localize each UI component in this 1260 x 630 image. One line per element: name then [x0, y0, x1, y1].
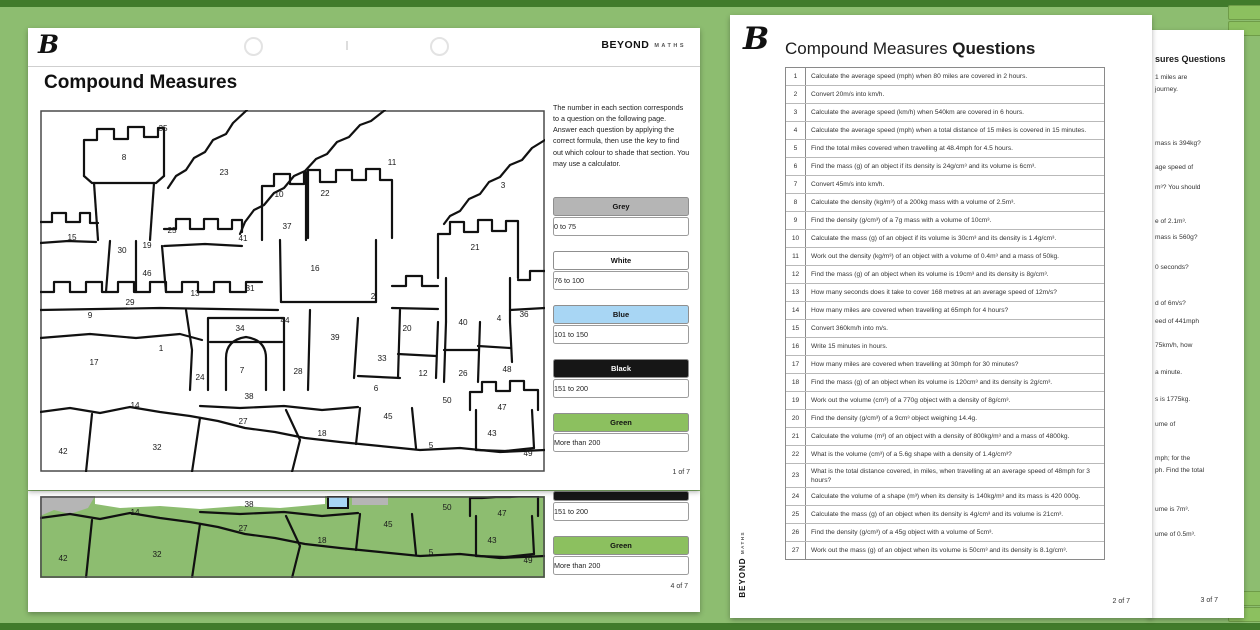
- question-text: Convert 45m/s into km/h.: [811, 180, 885, 188]
- region-number: 4: [496, 314, 502, 323]
- region-number: 11: [387, 158, 397, 167]
- region-number: 34: [235, 324, 245, 333]
- region-number: 44: [280, 316, 290, 325]
- divider-tick: [346, 41, 348, 50]
- question-text-fragment: a minute.: [1155, 369, 1183, 376]
- region-number: 14: [130, 401, 140, 410]
- page-number: 1 of 7: [672, 469, 690, 476]
- question-number: 25: [786, 506, 806, 523]
- key-range: 151 to 200: [553, 502, 689, 521]
- region-number: 47: [497, 509, 507, 518]
- region-number: 27: [238, 524, 248, 533]
- vertical-brand-wordmark: [738, 531, 747, 598]
- question-text: Find the density (g/cm³) of a 45g object with a volume of 5cm³.: [811, 529, 994, 537]
- question-number: 16: [786, 338, 806, 355]
- question-number: 10: [786, 230, 806, 247]
- key-item: [553, 413, 691, 452]
- key-colour-label: Black: [553, 359, 689, 378]
- question-number: 22: [786, 446, 806, 463]
- key-item: [553, 251, 691, 290]
- questions-table: [785, 67, 1105, 560]
- question-row: [786, 374, 1104, 392]
- question-number: 11: [786, 248, 806, 265]
- question-text-fragment: journey.: [1155, 86, 1178, 93]
- question-text: What is the total distance covered, in miles, when travelling at an average speed of 48mph for 3 hours?: [811, 467, 1090, 484]
- question-text: Convert 360km/h into m/s.: [811, 324, 888, 332]
- question-text: Convert 20m/s into km/h.: [811, 90, 885, 98]
- question-number: 15: [786, 320, 806, 337]
- key-item: [553, 197, 691, 236]
- question-text-fragment: eed of 441mph: [1155, 318, 1199, 325]
- brand-sub: MATHS: [740, 531, 745, 555]
- region-number: 32: [152, 550, 162, 559]
- region-number: 38: [244, 500, 254, 509]
- title-main: Compound Measures: [785, 39, 953, 58]
- question-number: 21: [786, 428, 806, 445]
- question-text-fragment: s is 1775kg.: [1155, 396, 1191, 403]
- region-number: 18: [317, 536, 327, 545]
- question-number: 12: [786, 266, 806, 283]
- question-text-fragment: ume is 7m³.: [1155, 506, 1190, 513]
- question-text: Find the mass (g) of an object if its density is 24g/cm³ and its volume is 6cm³.: [811, 162, 1037, 170]
- question-row: [786, 338, 1104, 356]
- page-title: Compound Measures: [44, 72, 238, 93]
- question-number: 6: [786, 158, 806, 175]
- region-number: 13: [190, 289, 200, 298]
- question-row: [786, 266, 1104, 284]
- question-row: [786, 464, 1104, 488]
- worksheet-page-1: [28, 28, 700, 490]
- question-text: How many seconds does it take to cover 168 metres at an average speed of 12m/s?: [811, 288, 1057, 296]
- region-number: 21: [470, 243, 480, 252]
- region-number: 39: [330, 333, 340, 342]
- worksheet-page-4: [28, 491, 700, 612]
- worksheet-page-2: [730, 15, 1152, 618]
- question-number: 18: [786, 374, 806, 391]
- brand-name: BEYOND: [601, 39, 650, 51]
- question-text: Find the density (g/cm³) of a 9cm³ object weighing 14.4g.: [811, 414, 978, 422]
- region-number: 18: [317, 429, 327, 438]
- region-number: 7: [239, 366, 245, 375]
- question-text-fragment: mass is 560g?: [1155, 234, 1198, 241]
- question-text: Calculate the volume (m³) of an object with a density of 800kg/m³ and a mass of 4800kg.: [811, 432, 1070, 440]
- region-number: 30: [117, 246, 127, 255]
- region-number: 29: [125, 298, 135, 307]
- question-row: [786, 488, 1104, 506]
- region-number: 22: [320, 189, 330, 198]
- key-item: [553, 491, 691, 521]
- region-number: 36: [519, 310, 529, 319]
- region-number: 8: [121, 153, 127, 162]
- page-title: [785, 39, 1035, 59]
- title-accent: Questions: [952, 39, 1036, 58]
- key-item: [553, 536, 691, 575]
- region-number: 41: [238, 234, 248, 243]
- question-number: 3: [786, 104, 806, 121]
- key-colour-label: Blue: [553, 305, 689, 324]
- question-row: [786, 86, 1104, 104]
- question-row: [786, 104, 1104, 122]
- region-number: 45: [383, 520, 393, 529]
- question-number: 2: [786, 86, 806, 103]
- question-text-fragment: mass is 394kg?: [1155, 140, 1201, 147]
- region-number: 42: [58, 447, 68, 456]
- key-colour-label: White: [553, 251, 689, 270]
- region-number: 42: [58, 554, 68, 563]
- colour-key-legend: [553, 197, 691, 452]
- coloured-castle-strip: [40, 496, 545, 578]
- question-row: [786, 122, 1104, 140]
- question-number: 14: [786, 302, 806, 319]
- question-row: [786, 320, 1104, 338]
- question-row: [786, 392, 1104, 410]
- key-item: [553, 359, 691, 398]
- bottom-green-bar: [0, 623, 1260, 630]
- question-text-fragment: mph; for the: [1155, 455, 1191, 462]
- page-title-fragment: sures Questions: [1155, 54, 1226, 64]
- question-text-fragment: age speed of: [1155, 164, 1194, 171]
- region-number: 43: [487, 429, 497, 438]
- question-row: [786, 248, 1104, 266]
- question-number: 19: [786, 392, 806, 409]
- behind-key-legend: [553, 491, 691, 590]
- question-text: Calculate the average speed (km/h) when 540km are covered in 6 hours.: [811, 108, 1024, 116]
- question-text-fragment: 0 seconds?: [1155, 264, 1189, 271]
- question-row: [786, 524, 1104, 542]
- page-number: 2 of 7: [1112, 598, 1130, 605]
- region-number: 45: [383, 412, 393, 421]
- question-row: [786, 212, 1104, 230]
- key-colour-label: Green: [553, 536, 689, 555]
- question-text: Find the total miles covered when travelling at 48.4mph for 4.5 hours.: [811, 144, 1013, 152]
- question-text: How many miles are covered when travelling at 30mph for 30 minutes?: [811, 360, 1019, 368]
- region-number: 5: [428, 441, 434, 450]
- page-edge-key-box: [1228, 5, 1260, 20]
- region-number: 20: [402, 324, 412, 333]
- question-row: [786, 284, 1104, 302]
- region-number: 33: [377, 354, 387, 363]
- worksheet-page-3: [1148, 30, 1244, 618]
- region-number: 49: [523, 556, 533, 565]
- question-number: 8: [786, 194, 806, 211]
- region-number: 1: [158, 344, 164, 353]
- question-text: What is the volume (cm³) of a 5.6g shape with a density of 1.4g/cm³?: [811, 450, 1012, 458]
- question-text-fragment: m³? You should: [1155, 184, 1201, 191]
- question-text: Find the density (g/cm³) of a 7g mass with a volume of 10cm³.: [811, 216, 992, 224]
- region-number: 38: [244, 392, 254, 401]
- right-column: [553, 102, 691, 467]
- region-number: 24: [195, 373, 205, 382]
- question-row: [786, 158, 1104, 176]
- region-number: 48: [502, 365, 512, 374]
- page-number: 4 of 7: [670, 583, 688, 590]
- key-colour-label: Green: [553, 413, 689, 432]
- question-text: Calculate the mass (g) of an object when its density is 4g/cm³ and its volume is 21cm³.: [811, 511, 1064, 519]
- question-text: Find the mass (g) of an object when its volume is 19cm³ and its density is 8g/cm³.: [811, 270, 1049, 278]
- top-green-bar: [0, 0, 1260, 7]
- question-row: [786, 230, 1104, 248]
- key-colour-label: [553, 491, 689, 501]
- region-number: 3: [500, 181, 506, 190]
- region-number: 14: [130, 508, 140, 517]
- region-number: 10: [274, 190, 284, 199]
- question-text-fragment: ume of: [1155, 421, 1176, 428]
- question-text-fragment: d of 6m/s?: [1155, 300, 1186, 307]
- region-number: 47: [497, 403, 507, 412]
- region-number: 15: [67, 233, 77, 242]
- region-number: 23: [219, 168, 229, 177]
- question-number: 1: [786, 68, 806, 85]
- question-number: 24: [786, 488, 806, 505]
- question-row: [786, 194, 1104, 212]
- question-row: [786, 446, 1104, 464]
- question-text: How many miles are covered when travelling at 65mph for 4 hours?: [811, 306, 1009, 314]
- region-number: 40: [458, 318, 468, 327]
- region-number: 50: [442, 396, 452, 405]
- question-text: Calculate the average speed (mph) when 80 miles are covered in 2 hours.: [811, 72, 1028, 80]
- question-text: Calculate the density (kg/m³) of a 200kg mass with a volume of 2.5m³.: [811, 198, 1016, 206]
- question-number: 20: [786, 410, 806, 427]
- question-text: Write 15 minutes in hours.: [811, 342, 888, 350]
- region-number: 17: [89, 358, 99, 367]
- beyond-logo-icon: B: [38, 30, 60, 59]
- question-number: 9: [786, 212, 806, 229]
- question-row: [786, 410, 1104, 428]
- question-text-fragment: e of 2.1m³.: [1155, 218, 1187, 225]
- question-text-fragment: ph. Find the total: [1155, 467, 1205, 474]
- question-text: Calculate the mass (g) of an object if its volume is 30cm³ and its density is 1.4g/cm³.: [811, 234, 1057, 242]
- key-item: [553, 305, 691, 344]
- question-row: [786, 428, 1104, 446]
- region-number: 9: [87, 311, 93, 320]
- region-number: 31: [245, 284, 255, 293]
- question-number: 26: [786, 524, 806, 541]
- region-number: 27: [238, 417, 248, 426]
- region-number: 6: [373, 384, 379, 393]
- question-row: [786, 542, 1104, 559]
- question-text-fragment: ume of 0.5m³.: [1155, 531, 1196, 538]
- key-range: More than 200: [553, 556, 689, 575]
- region-number: 26: [458, 369, 468, 378]
- question-row: [786, 176, 1104, 194]
- question-row: [786, 356, 1104, 374]
- question-row: [786, 302, 1104, 320]
- ring-hole-icon: [430, 37, 449, 56]
- region-number: 16: [310, 264, 320, 273]
- blue-shaded-region: [328, 496, 348, 508]
- brand-wordmark: [601, 39, 686, 51]
- question-number: 27: [786, 542, 806, 559]
- region-number: 49: [523, 449, 533, 458]
- key-range: 101 to 150: [553, 325, 689, 344]
- region-number: 12: [418, 369, 428, 378]
- question-number: 23: [786, 464, 806, 487]
- region-number: 32: [152, 443, 162, 452]
- region-number: 2: [370, 292, 376, 301]
- key-range: 0 to 75: [553, 217, 689, 236]
- page-number: 3 of 7: [1200, 597, 1218, 604]
- brand-name: BEYOND: [738, 557, 747, 598]
- question-text: Calculate the volume of a shape (m³) when its density is 140kg/m³ and its mass is 420 000g.: [811, 493, 1081, 501]
- region-number: 43: [487, 536, 497, 545]
- question-text-fragment: 75km/h, how: [1155, 342, 1193, 349]
- region-number: 28: [293, 367, 303, 376]
- question-text: Find the mass (g) of an object when its volume is 120cm³ and its density is 2g/cm³.: [811, 378, 1053, 386]
- question-number: 13: [786, 284, 806, 301]
- question-number: 7: [786, 176, 806, 193]
- question-number: 4: [786, 122, 806, 139]
- question-text: Work out the density (kg/m³) of an object with a volume of 0.4m³ and a mass of 50kg.: [811, 252, 1059, 260]
- castle-colour-by-number-picture: [40, 110, 545, 472]
- question-row: [786, 506, 1104, 524]
- key-colour-label: Grey: [553, 197, 689, 216]
- instructions-text: The number in each section corresponds to a question on the following page. Answer each question by applying the correct formula, then use the key to find out which colour to shade that section. You may use a calculator.: [553, 103, 690, 168]
- region-number: 25: [167, 226, 177, 235]
- question-number: 5: [786, 140, 806, 157]
- region-number: 46: [142, 269, 152, 278]
- question-text: Work out the mass (g) of an object when its volume is 50cm³ and its density is 8.1g/cm³.: [811, 547, 1068, 555]
- key-range: 76 to 100: [553, 271, 689, 290]
- region-number: 5: [428, 548, 434, 557]
- question-number: 17: [786, 356, 806, 373]
- key-range: 151 to 200: [553, 379, 689, 398]
- brand-sub: MATHS: [654, 43, 686, 49]
- beyond-logo-icon: B: [743, 21, 770, 57]
- region-number: 50: [442, 503, 452, 512]
- page-header: [28, 28, 700, 67]
- question-row: [786, 68, 1104, 86]
- ring-hole-icon: [244, 37, 263, 56]
- region-number: 19: [142, 241, 152, 250]
- region-number: 35: [158, 124, 168, 133]
- key-range: More than 200: [553, 433, 689, 452]
- question-row: [786, 140, 1104, 158]
- question-text-fragment: 1 miles are: [1155, 74, 1188, 81]
- region-number: 37: [282, 222, 292, 231]
- question-text: Calculate the average speed (mph) when a total distance of 15 miles is covered in 15 minutes.: [811, 126, 1087, 134]
- question-text: Work out the volume (cm³) of a 770g object with a density of 8g/cm³.: [811, 396, 1011, 404]
